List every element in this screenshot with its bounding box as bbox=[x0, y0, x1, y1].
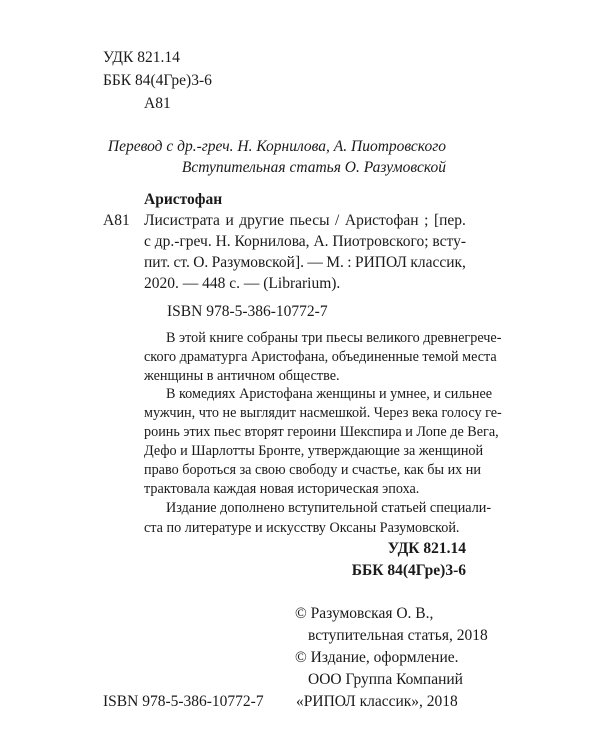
bib-word: всту- bbox=[432, 233, 466, 250]
bib-word: классик, bbox=[410, 254, 466, 271]
author-mark: А81 bbox=[144, 95, 171, 112]
bib-word: / bbox=[335, 212, 340, 229]
bib-word: Лисистрата bbox=[144, 212, 220, 229]
bib-word: [пер. bbox=[433, 212, 466, 229]
bib-word: ; bbox=[424, 212, 429, 229]
bib-word: РИПОЛ bbox=[354, 254, 407, 271]
bib-word: др.-греч. bbox=[154, 233, 212, 250]
bib-word: с bbox=[144, 233, 151, 250]
bbk-code: ББК 84(4Гре)3-6 bbox=[103, 72, 212, 89]
bib-mark: А81 bbox=[103, 212, 130, 229]
copyright-line: вступительная статья, 2018 bbox=[308, 627, 488, 644]
bib-word: Корнилова, bbox=[234, 233, 310, 250]
annotation-line: ского драматурга Аристофана, объединенные темой места bbox=[144, 349, 497, 365]
bib-word: пьесы bbox=[289, 212, 330, 229]
bib-word: другие bbox=[239, 212, 285, 229]
bib-author: Аристофан bbox=[144, 191, 223, 208]
udk-code: УДК 821.14 bbox=[103, 49, 180, 66]
bib-line-4: 2020. — 448 с. — (Librarium). bbox=[144, 275, 341, 292]
bib-isbn: ISBN 978-5-386-10772-7 bbox=[167, 303, 328, 320]
copyright-line: © Издание, оформление. bbox=[295, 649, 459, 666]
bib-word: и bbox=[225, 212, 234, 229]
bbk-bold: ББК 84(4Гре)3-6 bbox=[351, 562, 466, 579]
udk-bold: УДК 821.14 bbox=[387, 540, 466, 557]
bib-word: Пиотровского; bbox=[332, 233, 429, 250]
footer-isbn-line: ISBN 978-5-386-10772-7 bbox=[103, 693, 264, 710]
bib-word: — bbox=[307, 254, 323, 271]
annotation-line: право бороться за свою свободу и счастье, как бы их ни bbox=[144, 462, 481, 478]
annotation-line: трактовала каждая новая историческая эпоха. bbox=[144, 481, 420, 497]
bib-word: ст. bbox=[173, 254, 190, 271]
annotation-line: Дефо и Шарлотты Бронте, утверждающие за женщиной bbox=[144, 443, 484, 459]
copyright-line: © Разумовская О. В., bbox=[295, 605, 434, 622]
bib-line-3 bbox=[144, 254, 466, 272]
copyright-line: ООО Группа Компаний bbox=[308, 671, 463, 688]
bib-word: О. bbox=[193, 254, 209, 271]
annotation-line: мужчин, что не выглядит насмешкой. Через века голосу ге- bbox=[144, 405, 502, 421]
copyright-line: «РИПОЛ классик», 2018 bbox=[296, 693, 458, 710]
bib-word: Аристофан bbox=[344, 212, 419, 229]
annotation-line: роинь этих пьес вторят героини Шекспира и Лопе де Вега, bbox=[144, 424, 499, 440]
translation-credit: Перевод с др.-греч. Н. Корнилова, А. Пиотровского bbox=[107, 138, 446, 155]
bib-word: Н. bbox=[215, 233, 231, 250]
annotation-line: В этой книге собраны три пьесы великого древнегрече- bbox=[166, 330, 502, 346]
annotation-line: ста по литературе и искусству Оксаны Разумовской. bbox=[144, 520, 460, 536]
bib-line-2 bbox=[144, 233, 466, 251]
annotation-line: Издание дополнено вступительной статьей специали- bbox=[166, 500, 492, 516]
bib-word: : bbox=[347, 254, 352, 271]
annotation-line: женщины в античном обществе. bbox=[144, 368, 340, 384]
bib-word: М. bbox=[326, 254, 344, 271]
intro-credit: Вступительная статья О. Разумовской bbox=[181, 159, 446, 176]
bib-word: А. bbox=[313, 233, 329, 250]
bib-line-1 bbox=[144, 212, 466, 230]
bib-word: пит. bbox=[144, 254, 171, 271]
annotation-line: В комедиях Аристофана женщины и умнее, и сильнее bbox=[166, 386, 493, 402]
bib-word: Разумовской]. bbox=[211, 254, 304, 271]
